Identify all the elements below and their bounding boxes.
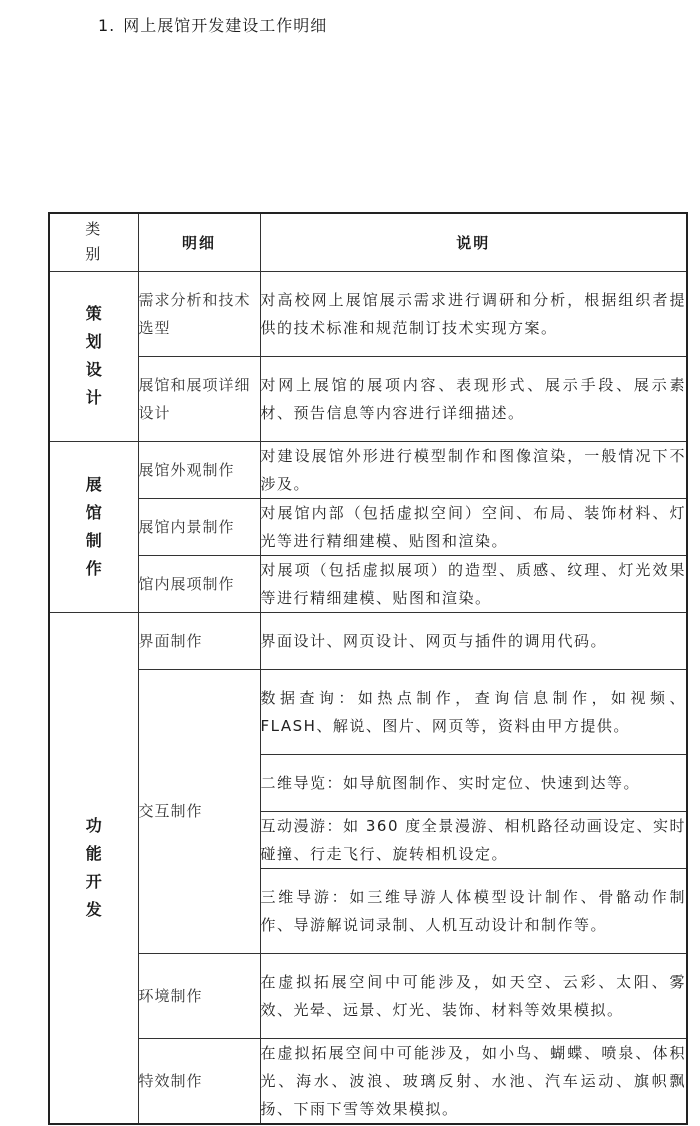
- description-cell: 三维导游：如三维导游人体模型设计制作、骨骼动作制作、导游解说词录制、人机互动设计和制作等。: [260, 868, 687, 953]
- item-cell: 需求分析和技术选型: [138, 271, 260, 356]
- header-item: 明细: [138, 213, 260, 271]
- item-cell: 界面制作: [138, 612, 260, 669]
- work-detail-table: [48, 212, 688, 1125]
- table-row: [49, 271, 687, 356]
- description-cell: 对网上展馆的展项内容、表现形式、展示手段、展示素材、预告信息等内容进行详细描述。: [260, 356, 687, 441]
- item-cell: 环境制作: [138, 953, 260, 1038]
- description-cell: 对展项（包括虚拟展项）的造型、质感、纹理、灯光效果等进行精细建模、贴图和渲染。: [260, 555, 687, 612]
- description-cell: 界面设计、网页设计、网页与插件的调用代码。: [260, 612, 687, 669]
- table-row: [49, 612, 687, 669]
- item-cell: 展馆内景制作: [138, 498, 260, 555]
- description-cell: 数据查询：如热点制作，查询信息制作，如视频、FLASH、解说、图片、网页等，资料由甲方提供。: [260, 669, 687, 754]
- category-cell: 展 馆 制 作: [49, 441, 138, 612]
- header-description: 说明: [260, 213, 687, 271]
- table-row: [49, 498, 687, 555]
- item-cell: 馆内展项制作: [138, 555, 260, 612]
- table-row: [49, 1038, 687, 1124]
- description-cell: 对高校网上展馆展示需求进行调研和分析，根据组织者提供的技术标准和规范制订技术实现方案。: [260, 271, 687, 356]
- heading-number: 1.: [98, 16, 116, 35]
- table-row: [49, 555, 687, 612]
- description-cell: 二维导览：如导航图制作、实时定位、快速到达等。: [260, 754, 687, 811]
- item-cell: 特效制作: [138, 1038, 260, 1124]
- category-cell: 策 划 设 计: [49, 271, 138, 441]
- item-cell: 交互制作: [138, 669, 260, 953]
- table-row: [49, 441, 687, 498]
- item-cell: 展馆和展项详细设计: [138, 356, 260, 441]
- heading-text: 网上展馆开发建设工作明细: [123, 16, 328, 35]
- description-cell: 在虚拟拓展空间中可能涉及，如天空、云彩、太阳、雾效、光晕、远景、灯光、装饰、材料等效果模拟。: [260, 953, 687, 1038]
- section-heading: [98, 13, 327, 36]
- table-header-row: [49, 213, 687, 271]
- description-cell: 在虚拟拓展空间中可能涉及，如小鸟、蝴蝶、喷泉、体积光、海水、波浪、玻璃反射、水池、汽车运动、旗帜飘扬、下雨下雪等效果模拟。: [260, 1038, 687, 1124]
- description-cell: 对建设展馆外形进行模型制作和图像渲染，一般情况下不涉及。: [260, 441, 687, 498]
- header-category: 类 别: [49, 213, 138, 271]
- category-cell: 功 能 开 发: [49, 612, 138, 1124]
- description-cell: 对展馆内部（包括虚拟空间）空间、布局、装饰材料、灯光等进行精细建模、贴图和渲染。: [260, 498, 687, 555]
- table-row: [49, 669, 687, 754]
- table-row: [49, 953, 687, 1038]
- item-cell: 展馆外观制作: [138, 441, 260, 498]
- table-row: [49, 356, 687, 441]
- description-cell: 互动漫游：如 360 度全景漫游、相机路径动画设定、实时碰撞、行走飞行、旋转相机设定。: [260, 811, 687, 868]
